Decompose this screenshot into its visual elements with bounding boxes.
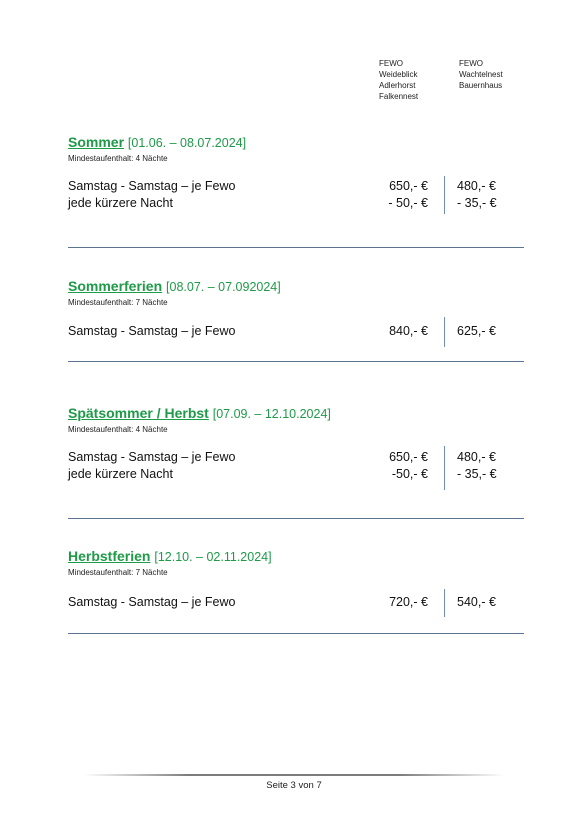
- column-header-line: FEWO: [459, 59, 483, 68]
- column-divider: [444, 317, 445, 347]
- season-title: [68, 277, 524, 296]
- price-col2: 540,- €: [457, 595, 496, 609]
- season-title: [68, 404, 524, 423]
- price-row: [68, 466, 524, 483]
- price-label: Samstag - Samstag – je Fewo: [68, 450, 236, 464]
- section-divider: [68, 633, 524, 634]
- min-stay: Mindestaufenthalt: 4 Nächte: [68, 154, 168, 163]
- column-header-line: Weideblick: [379, 70, 418, 79]
- price-col1: - 50,- €: [388, 196, 428, 210]
- price-col1: 840,- €: [389, 324, 428, 338]
- price-col1: 720,- €: [389, 595, 428, 609]
- season-dates: [12.10. – 02.11.2024]: [154, 550, 272, 564]
- column-header-weideblick: [379, 58, 418, 102]
- section-divider: [68, 361, 524, 362]
- price-row: [68, 449, 524, 466]
- price-col2: 480,- €: [457, 450, 496, 464]
- price-row: [68, 195, 524, 212]
- price-label: Samstag - Samstag – je Fewo: [68, 324, 236, 338]
- season-name: Sommerferien: [68, 278, 163, 294]
- season-dates: [01.06. – 08.07.2024]: [127, 136, 247, 150]
- footer-rule: [84, 774, 504, 776]
- min-stay: Mindestaufenthalt: 4 Nächte: [68, 425, 168, 434]
- season-name: Spätsommer / Herbst: [68, 405, 209, 421]
- price-col1: 650,- €: [389, 450, 428, 464]
- min-stay: Mindestaufenthalt: 7 Nächte: [68, 298, 168, 307]
- season-section-sommerferien: [68, 277, 524, 363]
- season-name: Sommer: [68, 134, 125, 150]
- price-label: jede kürzere Nacht: [68, 196, 173, 210]
- price-col2: 480,- €: [457, 179, 496, 193]
- price-col2: 625,- €: [457, 324, 496, 338]
- price-col1: -50,- €: [391, 467, 428, 481]
- price-label: Samstag - Samstag – je Fewo: [68, 595, 236, 609]
- column-divider: [444, 446, 445, 490]
- season-section-herbstferien: [68, 547, 524, 635]
- price-label: jede kürzere Nacht: [68, 467, 173, 481]
- season-title: [68, 547, 524, 566]
- page-number: Seite 3 von 7: [266, 780, 322, 791]
- section-divider: [68, 518, 524, 519]
- season-section-sommer: [68, 133, 524, 249]
- season-name: Herbstferien: [68, 548, 151, 564]
- price-col1: 650,- €: [389, 179, 428, 193]
- season-dates: [08.07. – 07.092024]: [166, 280, 281, 294]
- price-row: [68, 594, 524, 611]
- min-stay: Mindestaufenthalt: 7 Nächte: [68, 568, 168, 577]
- column-divider: [444, 589, 445, 617]
- season-section-spaetsommer-herbst: [68, 404, 524, 520]
- column-header-line: Adlerhorst: [379, 81, 416, 90]
- column-header-wachtelnest: [459, 58, 503, 91]
- column-header-line: Wachtelnest: [459, 70, 503, 79]
- price-row: [68, 178, 524, 195]
- section-divider: [68, 247, 524, 248]
- season-title: [68, 133, 524, 152]
- price-col2: - 35,- €: [457, 467, 497, 481]
- price-label: Samstag - Samstag – je Fewo: [68, 179, 236, 193]
- price-row: [68, 323, 524, 340]
- price-col2: - 35,- €: [457, 196, 497, 210]
- column-header-line: Falkennest: [379, 92, 419, 101]
- column-divider: [444, 176, 445, 214]
- season-dates: [07.09. – 12.10.2024]: [212, 407, 331, 421]
- column-header-line: FEWO: [379, 59, 403, 68]
- column-header-line: Bauernhaus: [459, 81, 503, 90]
